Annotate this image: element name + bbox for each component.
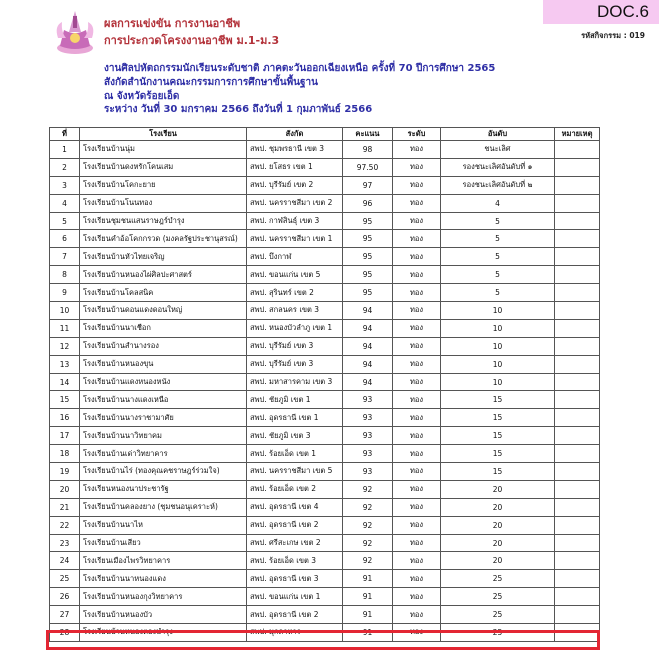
cell-rank: รองชนะเลิศอันดับที่ ๑: [441, 158, 555, 176]
info-line-location: ณ จังหวัดร้อยเอ็ด: [104, 91, 180, 102]
cell-remark: [555, 480, 600, 498]
cell-level: ทอง: [393, 284, 441, 302]
cell-no: 15: [50, 391, 80, 409]
cell-school: โรงเรียนบ้านหนองขุน: [80, 355, 247, 373]
table-row: [50, 588, 600, 606]
cell-score: 94: [343, 373, 393, 391]
cell-school: โรงเรียนบ้านนุ่ม: [80, 141, 247, 159]
cell-remark: [555, 194, 600, 212]
cell-school: โรงเรียนบ้านเด่าวิทยาคาร: [80, 445, 247, 463]
table-row: [50, 319, 600, 337]
cell-level: ทอง: [393, 176, 441, 194]
cell-score: 92: [343, 516, 393, 534]
cell-score: 95: [343, 284, 393, 302]
table-row: [50, 266, 600, 284]
cell-remark: [555, 230, 600, 248]
doc-label-badge: DOC.6: [543, 0, 659, 24]
cell-remark: [555, 158, 600, 176]
table-row: [50, 176, 600, 194]
table-row: [50, 230, 600, 248]
cell-rank: 20: [441, 552, 555, 570]
cell-remark: [555, 427, 600, 445]
cell-level: ทอง: [393, 445, 441, 463]
cell-score: 97.50: [343, 158, 393, 176]
cell-affiliation: สพป. อุดรธานี เขต 2: [247, 516, 343, 534]
cell-no: 11: [50, 319, 80, 337]
cell-remark: [555, 176, 600, 194]
cell-level: ทอง: [393, 248, 441, 266]
cell-no: 27: [50, 606, 80, 624]
table-row: [50, 624, 600, 642]
cell-rank: 10: [441, 337, 555, 355]
cell-no: 9: [50, 284, 80, 302]
cell-level: ทอง: [393, 606, 441, 624]
cell-rank: 5: [441, 248, 555, 266]
table-row: [50, 141, 600, 159]
cell-level: ทอง: [393, 141, 441, 159]
cell-level: ทอง: [393, 337, 441, 355]
cell-rank: 20: [441, 480, 555, 498]
col-header-affiliation: สังกัด: [247, 128, 343, 141]
cell-level: ทอง: [393, 588, 441, 606]
cell-no: 3: [50, 176, 80, 194]
cell-school: โรงเรียนเมืองไพรวิทยาคาร: [80, 552, 247, 570]
cell-remark: [555, 319, 600, 337]
table-row: [50, 463, 600, 481]
cell-rank: 20: [441, 498, 555, 516]
cell-rank: 4: [441, 194, 555, 212]
cell-remark: [555, 534, 600, 552]
cell-no: 10: [50, 302, 80, 320]
cell-remark: [555, 284, 600, 302]
cell-score: 92: [343, 534, 393, 552]
cell-no: 25: [50, 570, 80, 588]
cell-no: 17: [50, 427, 80, 445]
cell-level: ทอง: [393, 266, 441, 284]
cell-affiliation: สพป. อุดรธานี เขต 3: [247, 570, 343, 588]
cell-affiliation: สพป. ศรีสะเกษ เขต 2: [247, 534, 343, 552]
cell-affiliation: สพป. อุดรธานี เขต 4: [247, 498, 343, 516]
cell-remark: [555, 498, 600, 516]
cell-school: โรงเรียนบ้านนางราชามาศัย: [80, 409, 247, 427]
cell-rank: 25: [441, 624, 555, 642]
table-row: [50, 570, 600, 588]
cell-school: โรงเรียนหนองนาประชารัฐ: [80, 480, 247, 498]
cell-remark: [555, 212, 600, 230]
cell-school: โรงเรียนบ้านหนองกุงวิทยาคาร: [80, 588, 247, 606]
cell-score: 95: [343, 266, 393, 284]
cell-rank: 20: [441, 516, 555, 534]
cell-remark: [555, 570, 600, 588]
cell-no: 23: [50, 534, 80, 552]
activity-code: รหัสกิจกรรม : 019: [581, 31, 645, 40]
cell-no: 14: [50, 373, 80, 391]
cell-affiliation: สพป. สุรินทร์ เขต 2: [247, 284, 343, 302]
table-row: [50, 516, 600, 534]
cell-level: ทอง: [393, 624, 441, 642]
cell-no: 5: [50, 212, 80, 230]
cell-rank: 20: [441, 534, 555, 552]
cell-affiliation: สพป. อุดรธานี เขต 2: [247, 606, 343, 624]
cell-level: ทอง: [393, 230, 441, 248]
table-row: [50, 284, 600, 302]
table-row: [50, 498, 600, 516]
cell-no: 1: [50, 141, 80, 159]
cell-rank: 5: [441, 230, 555, 248]
cell-affiliation: สพป. สกลนคร เขต 3: [247, 302, 343, 320]
cell-school: โรงเรียนบ้านนางแดงเหนือ: [80, 391, 247, 409]
cell-affiliation: สพป. ชัยภูมิ เขต 3: [247, 427, 343, 445]
cell-score: 98: [343, 141, 393, 159]
cell-affiliation: สพป. นครราชสีมา เขต 2: [247, 194, 343, 212]
cell-rank: รองชนะเลิศอันดับที่ ๒: [441, 176, 555, 194]
cell-affiliation: สพป. ร้อยเอ็ด เขต 1: [247, 445, 343, 463]
col-header-remark: หมายเหตุ: [555, 128, 600, 141]
cell-no: 22: [50, 516, 80, 534]
cell-level: ทอง: [393, 158, 441, 176]
cell-score: 91: [343, 570, 393, 588]
cell-score: 92: [343, 480, 393, 498]
cell-affiliation: สพป. หนองบัวลำภู เขต 1: [247, 319, 343, 337]
table-row: [50, 212, 600, 230]
cell-school: โรงเรียนชุมชนแสนราษฎร์บำรุง: [80, 212, 247, 230]
cell-score: 92: [343, 552, 393, 570]
cell-rank: 25: [441, 588, 555, 606]
cell-school: โรงเรียนบ้านคลองยาง (ชุมชนอนุเคราะห์): [80, 498, 247, 516]
cell-level: ทอง: [393, 212, 441, 230]
cell-school: โรงเรียนบ้านโนนทอง: [80, 194, 247, 212]
cell-rank: 15: [441, 391, 555, 409]
table-row: [50, 427, 600, 445]
cell-remark: [555, 588, 600, 606]
cell-school: โรงเรียนบ้านดอนแดงดอนใหญ่: [80, 302, 247, 320]
cell-school: โรงเรียนบ้านนาหนองแดง: [80, 570, 247, 588]
cell-score: 93: [343, 445, 393, 463]
table-row: [50, 391, 600, 409]
cell-remark: [555, 266, 600, 284]
emblem-logo: [52, 8, 98, 56]
cell-score: 92: [343, 498, 393, 516]
cell-no: 2: [50, 158, 80, 176]
cell-rank: 15: [441, 445, 555, 463]
cell-school: โรงเรียนบ้านโคกะยาย: [80, 176, 247, 194]
cell-level: ทอง: [393, 480, 441, 498]
cell-school: โรงเรียนบ้านหนองบัว: [80, 606, 247, 624]
cell-score: 91: [343, 606, 393, 624]
cell-remark: [555, 606, 600, 624]
cell-affiliation: สพป. มหาสารคาม เขต 3: [247, 373, 343, 391]
table-row: [50, 248, 600, 266]
info-line-dates: ระหว่าง วันที่ 30 มกราคม 2566 ถึงวันที่ 1 กุมภาพันธ์ 2566: [104, 104, 373, 115]
cell-score: 95: [343, 230, 393, 248]
cell-school: โรงเรียนบ้านสำนางรอง: [80, 337, 247, 355]
cell-level: ทอง: [393, 516, 441, 534]
cell-affiliation: สพป. อุดรธานี เขต 1: [247, 409, 343, 427]
cell-affiliation: สพป. ยโสธร เขต 1: [247, 158, 343, 176]
cell-level: ทอง: [393, 391, 441, 409]
cell-score: 91: [343, 588, 393, 606]
cell-school: โรงเรียนบ้านแดงหนองหนัง: [80, 373, 247, 391]
col-header-rank: อันดับ: [441, 128, 555, 141]
cell-score: 93: [343, 427, 393, 445]
cell-score: 93: [343, 409, 393, 427]
cell-affiliation: สพป. นครราชสีมา เขต 1: [247, 230, 343, 248]
cell-affiliation: สพป. ชุมพรธานี เขต 3: [247, 141, 343, 159]
col-header-level: ระดับ: [393, 128, 441, 141]
cell-affiliation: สพป. ชัยภูมิ เขต 1: [247, 391, 343, 409]
cell-rank: 5: [441, 212, 555, 230]
cell-rank: 25: [441, 570, 555, 588]
cell-no: 13: [50, 355, 80, 373]
cell-level: ทอง: [393, 552, 441, 570]
cell-level: ทอง: [393, 409, 441, 427]
cell-school: โรงเรียนคำอ้อโคกกรวด (มงคลรัฐประชานุสรณ์): [80, 230, 247, 248]
cell-level: ทอง: [393, 570, 441, 588]
cell-level: ทอง: [393, 373, 441, 391]
cell-affiliation: สพป. บึงกาฬ: [247, 248, 343, 266]
table-row: [50, 552, 600, 570]
cell-affiliation: สพป. ร้อยเอ็ด เขต 2: [247, 480, 343, 498]
cell-score: 95: [343, 248, 393, 266]
cell-no: 26: [50, 588, 80, 606]
cell-rank: 10: [441, 373, 555, 391]
table-row: [50, 302, 600, 320]
cell-remark: [555, 248, 600, 266]
cell-level: ทอง: [393, 427, 441, 445]
cell-no: 21: [50, 498, 80, 516]
cell-no: 18: [50, 445, 80, 463]
cell-level: ทอง: [393, 355, 441, 373]
cell-level: ทอง: [393, 463, 441, 481]
cell-no: 20: [50, 480, 80, 498]
cell-remark: [555, 445, 600, 463]
cell-score: 97: [343, 176, 393, 194]
cell-no: 28: [50, 624, 80, 642]
table-row: [50, 158, 600, 176]
cell-school: โรงเรียนบ้านหัวไทยเจริญ: [80, 248, 247, 266]
cell-affiliation: สพป. บุรีรัมย์ เขต 3: [247, 355, 343, 373]
cell-school: โรงเรียนบ้านหนองตองบำรุง: [80, 624, 247, 642]
header-subtitle: การประกวดโครงงานอาชีพ ม.1-ม.3: [104, 34, 280, 47]
cell-affiliation: สพป. บุรีรัมย์ เขต 3: [247, 337, 343, 355]
table-row: [50, 409, 600, 427]
cell-affiliation: สพป. นครราชสีมา เขต 5: [247, 463, 343, 481]
table-row: [50, 194, 600, 212]
cell-rank: 15: [441, 463, 555, 481]
cell-remark: [555, 463, 600, 481]
results-table: [49, 127, 600, 642]
cell-score: 95: [343, 212, 393, 230]
cell-remark: [555, 373, 600, 391]
table-row: [50, 480, 600, 498]
cell-rank: 5: [441, 284, 555, 302]
cell-school: โรงเรียนบ้านนาไห: [80, 516, 247, 534]
cell-no: 7: [50, 248, 80, 266]
cell-score: 94: [343, 337, 393, 355]
cell-rank: 15: [441, 409, 555, 427]
cell-school: โรงเรียนบ้านโคลสนิค: [80, 284, 247, 302]
cell-rank: 15: [441, 427, 555, 445]
cell-no: 12: [50, 337, 80, 355]
cell-remark: [555, 302, 600, 320]
col-header-score: คะแนน: [343, 128, 393, 141]
cell-school: โรงเรียนบ้านนาวิทยาคม: [80, 427, 247, 445]
cell-school: โรงเรียนบ้านดงหรักโคนเสม: [80, 158, 247, 176]
cell-remark: [555, 337, 600, 355]
cell-rank: ชนะเลิศ: [441, 141, 555, 159]
cell-no: 8: [50, 266, 80, 284]
cell-score: 94: [343, 319, 393, 337]
cell-school: โรงเรียนบ้านหนองไผ่ศิลปะศาสตร์: [80, 266, 247, 284]
cell-remark: [555, 409, 600, 427]
cell-remark: [555, 552, 600, 570]
cell-school: โรงเรียนบ้านไร่ (ทองคุณคชราษฎร์ร่วมใจ): [80, 463, 247, 481]
cell-affiliation: สพป. มุกดาหาร: [247, 624, 343, 642]
cell-affiliation: สพป. บุรีรัมย์ เขต 2: [247, 176, 343, 194]
cell-no: 4: [50, 194, 80, 212]
cell-score: 93: [343, 391, 393, 409]
cell-remark: [555, 391, 600, 409]
table-row: [50, 534, 600, 552]
table-row: [50, 355, 600, 373]
cell-affiliation: สพป. กาฬสินธุ์ เขต 3: [247, 212, 343, 230]
header-title: ผลการแข่งขัน การงานอาชีพ: [104, 17, 241, 30]
cell-level: ทอง: [393, 319, 441, 337]
cell-score: 94: [343, 355, 393, 373]
info-line-event: งานศิลปหัตถกรรมนักเรียนระดับชาติ ภาคตะวันออกเฉียงเหนือ ครั้งที่ 70 ปีการศึกษา 2565: [104, 63, 496, 74]
info-line-organizer: สังกัดสำนักงานคณะกรรมการการศึกษาขั้นพื้นฐาน: [104, 77, 318, 88]
table-row: [50, 606, 600, 624]
cell-level: ทอง: [393, 302, 441, 320]
col-header-no: ที่: [50, 128, 80, 141]
cell-no: 19: [50, 463, 80, 481]
cell-score: 93: [343, 463, 393, 481]
table-row: [50, 337, 600, 355]
col-header-school: โรงเรียน: [80, 128, 247, 141]
cell-rank: 10: [441, 302, 555, 320]
cell-rank: 25: [441, 606, 555, 624]
cell-level: ทอง: [393, 498, 441, 516]
cell-no: 24: [50, 552, 80, 570]
cell-score: 91: [343, 624, 393, 642]
cell-rank: 5: [441, 266, 555, 284]
cell-rank: 10: [441, 355, 555, 373]
cell-affiliation: สพป. ขอนแก่น เขต 5: [247, 266, 343, 284]
cell-no: 16: [50, 409, 80, 427]
cell-score: 94: [343, 302, 393, 320]
cell-remark: [555, 355, 600, 373]
cell-school: โรงเรียนบ้านนาเชือก: [80, 319, 247, 337]
cell-level: ทอง: [393, 534, 441, 552]
table-row: [50, 373, 600, 391]
cell-no: 6: [50, 230, 80, 248]
cell-remark: [555, 141, 600, 159]
cell-score: 96: [343, 194, 393, 212]
table-row: [50, 445, 600, 463]
cell-rank: 10: [441, 319, 555, 337]
cell-affiliation: สพป. ร้อยเอ็ด เขต 3: [247, 552, 343, 570]
cell-affiliation: สพป. ขอนแก่น เขต 1: [247, 588, 343, 606]
cell-school: โรงเรียนบ้านเสียว: [80, 534, 247, 552]
cell-level: ทอง: [393, 194, 441, 212]
table-header-row: [50, 128, 600, 141]
cell-remark: [555, 516, 600, 534]
cell-remark: [555, 624, 600, 642]
